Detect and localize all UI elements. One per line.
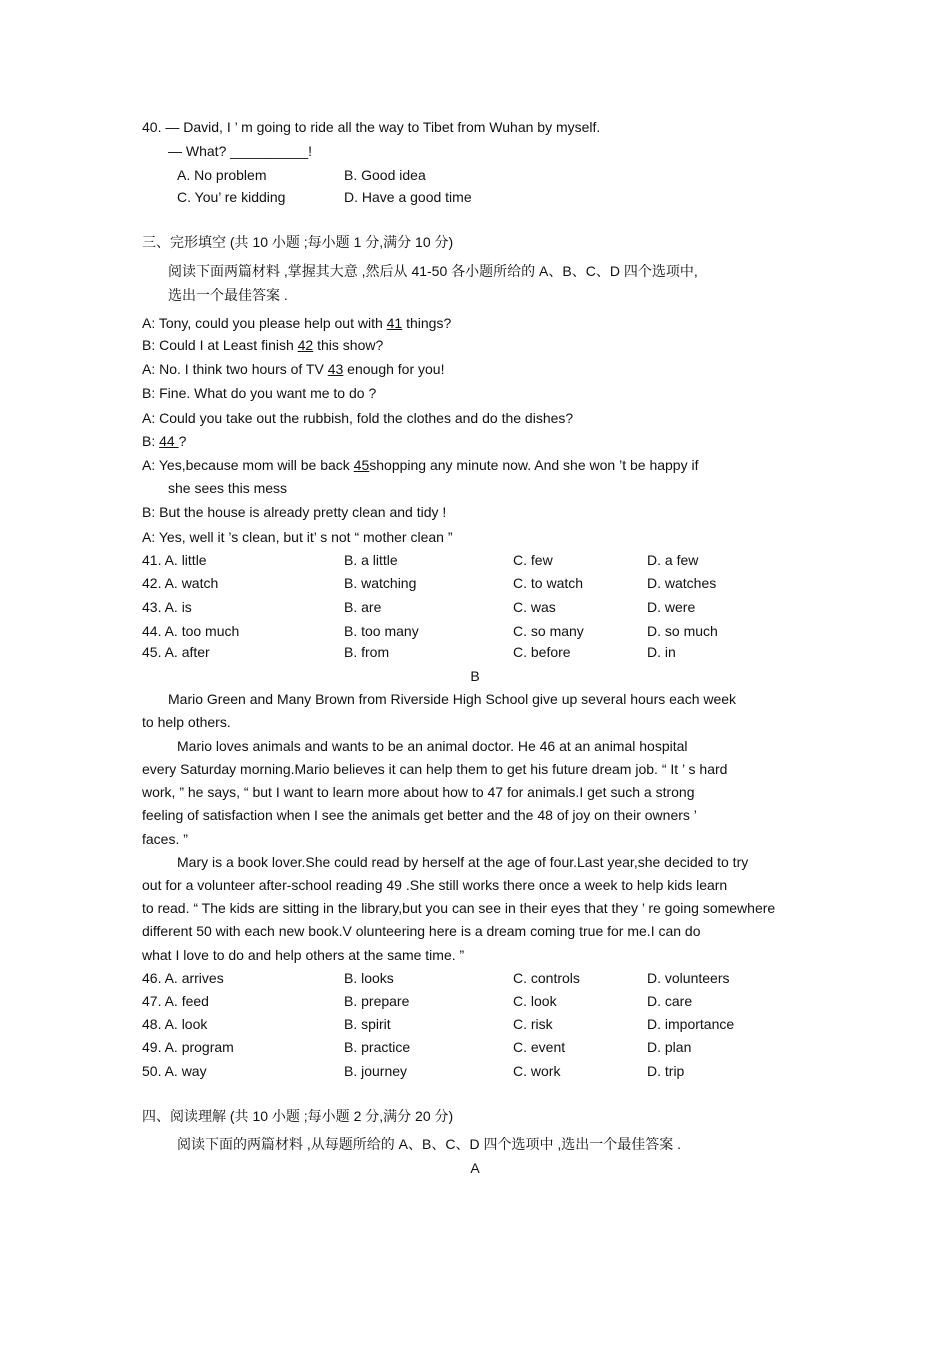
q40-option-c: C. You’ re kidding bbox=[177, 189, 286, 205]
option-49-a: 49. A. program bbox=[142, 1039, 234, 1055]
option-45-d: D. in bbox=[647, 644, 676, 660]
dialogue-line: A: Yes,because mom will be back 45shopping any minute now. And she won ’t be happy if bbox=[142, 457, 699, 473]
option-47-a: 47. A. feed bbox=[142, 993, 209, 1009]
passage-b-line: every Saturday morning.Mario believes it can help them to get his future dream job. “ It ’ s hard bbox=[142, 761, 728, 777]
section4-title: 四、阅读理解 (共 10 小题 ;每小题 2 分,满分 20 分) bbox=[142, 1108, 454, 1124]
option-46-c: C. controls bbox=[513, 970, 580, 986]
option-48-c: C. risk bbox=[513, 1016, 553, 1032]
option-48-d: D. importance bbox=[647, 1016, 735, 1032]
passage-b-line: Mario loves animals and wants to be an animal doctor. He 46 at an animal hospital bbox=[177, 738, 688, 754]
dialogue-line: B: But the house is already pretty clean and tidy ! bbox=[142, 504, 447, 520]
option-49-d: D. plan bbox=[647, 1039, 692, 1055]
option-41-d: D. a few bbox=[647, 552, 699, 568]
option-41-a: 41. A. little bbox=[142, 552, 207, 568]
option-46-b: B. looks bbox=[344, 970, 394, 986]
blank-43: 43 bbox=[327, 361, 344, 377]
blank-45: 45 bbox=[353, 457, 370, 473]
option-42-c: C. to watch bbox=[513, 575, 584, 591]
option-46-a: 46. A. arrives bbox=[142, 970, 224, 986]
dialogue-line: A: Tony, could you please help out with 41 things? bbox=[142, 315, 452, 331]
option-45-a: 45. A. after bbox=[142, 644, 210, 660]
q40-option-b: B. Good idea bbox=[344, 167, 426, 183]
passage-b-line: Mary is a book lover.She could read by herself at the age of four.Last year,she decided to try bbox=[177, 854, 749, 870]
dialogue-line: A: No. I think two hours of TV 43 enough for you! bbox=[142, 361, 445, 377]
passage-b-line: different 50 with each new book.V olunteering here is a dream coming true for me.I can do bbox=[142, 923, 701, 939]
dialogue-line: B: Fine. What do you want me to do ? bbox=[142, 385, 377, 401]
dialogue-line: B: 44 ? bbox=[142, 433, 187, 449]
option-41-b: B. a little bbox=[344, 552, 398, 568]
option-46-d: D. volunteers bbox=[647, 970, 730, 986]
section3-instruction-1: 阅读下面两篇材料 ,掌握其大意 ,然后从 41-50 各小题所给的 A、B、C、D 四个选项中, bbox=[168, 263, 698, 279]
option-45-b: B. from bbox=[344, 644, 390, 660]
passage-b-line: Mario Green and Many Brown from Riverside High School give up several hours each week bbox=[168, 691, 737, 707]
option-42-d: D. watches bbox=[647, 575, 717, 591]
option-47-b: B. prepare bbox=[344, 993, 410, 1009]
option-44-b: B. too many bbox=[344, 623, 419, 639]
option-42-b: B. watching bbox=[344, 575, 417, 591]
passage-b-line: faces. ” bbox=[142, 831, 188, 847]
option-45-c: C. before bbox=[513, 644, 571, 660]
passage-b-line: out for a volunteer after-school reading 49 .She still works there once a week to help kids learn bbox=[142, 877, 728, 893]
option-47-d: D. care bbox=[647, 993, 693, 1009]
blank-42: 42 bbox=[297, 337, 314, 353]
option-41-c: C. few bbox=[513, 552, 553, 568]
passage-b-line: work, ” he says, “ but I want to learn more about how to 47 for animals.I get such a strong bbox=[142, 784, 695, 800]
blank-41: 41 bbox=[386, 315, 403, 331]
section4-heading: A bbox=[470, 1160, 480, 1176]
dialogue-line: A: Could you take out the rubbish, fold the clothes and do the dishes? bbox=[142, 410, 574, 426]
option-49-b: B. practice bbox=[344, 1039, 411, 1055]
passage-b-line: what I love to do and help others at the same time. ” bbox=[142, 947, 465, 963]
option-44-c: C. so many bbox=[513, 623, 584, 639]
option-50-b: B. journey bbox=[344, 1063, 408, 1079]
q40-line1: 40. — David, I ’ m going to ride all the way to Tibet from Wuhan by myself. bbox=[142, 119, 601, 135]
option-43-c: C. was bbox=[513, 599, 556, 615]
q40-option-a: A. No problem bbox=[177, 167, 267, 183]
passage-b-line: to read. “ The kids are sitting in the library,but you can see in their eyes that they ’ re going somewhere bbox=[142, 900, 776, 916]
option-48-b: B. spirit bbox=[344, 1016, 391, 1032]
option-43-a: 43. A. is bbox=[142, 599, 192, 615]
option-43-b: B. are bbox=[344, 599, 382, 615]
option-50-c: C. work bbox=[513, 1063, 561, 1079]
option-47-c: C. look bbox=[513, 993, 557, 1009]
dialogue-line: B: Could I at Least finish 42 this show? bbox=[142, 337, 384, 353]
option-48-a: 48. A. look bbox=[142, 1016, 208, 1032]
option-49-c: C. event bbox=[513, 1039, 566, 1055]
option-50-a: 50. A. way bbox=[142, 1063, 207, 1079]
section3-title: 三、完形填空 (共 10 小题 ;每小题 1 分,满分 10 分) bbox=[142, 234, 454, 250]
dialogue-line: A: Yes, well it ’s clean, but it’ s not “ mother clean ” bbox=[142, 529, 453, 545]
option-43-d: D. were bbox=[647, 599, 696, 615]
q40-option-d: D. Have a good time bbox=[344, 189, 472, 205]
passage-b-line: feeling of satisfaction when I see the animals get better and the 48 of joy on their owners ’ bbox=[142, 807, 697, 823]
dialogue-line: she sees this mess bbox=[168, 480, 288, 496]
option-42-a: 42. A. watch bbox=[142, 575, 219, 591]
passage-b-heading: B bbox=[470, 668, 480, 684]
section4-instruction: 阅读下面的两篇材料 ,从每题所给的 A、B、C、D 四个选项中 ,选出一个最佳答案 . bbox=[177, 1136, 682, 1152]
q40-line2: — What? __________! bbox=[168, 143, 312, 159]
section3-instruction-2: 选出一个最佳答案 . bbox=[168, 287, 288, 303]
passage-b-line: to help others. bbox=[142, 714, 231, 730]
blank-44: 44 bbox=[159, 433, 179, 449]
option-44-a: 44. A. too much bbox=[142, 623, 240, 639]
option-44-d: D. so much bbox=[647, 623, 718, 639]
option-50-d: D. trip bbox=[647, 1063, 685, 1079]
